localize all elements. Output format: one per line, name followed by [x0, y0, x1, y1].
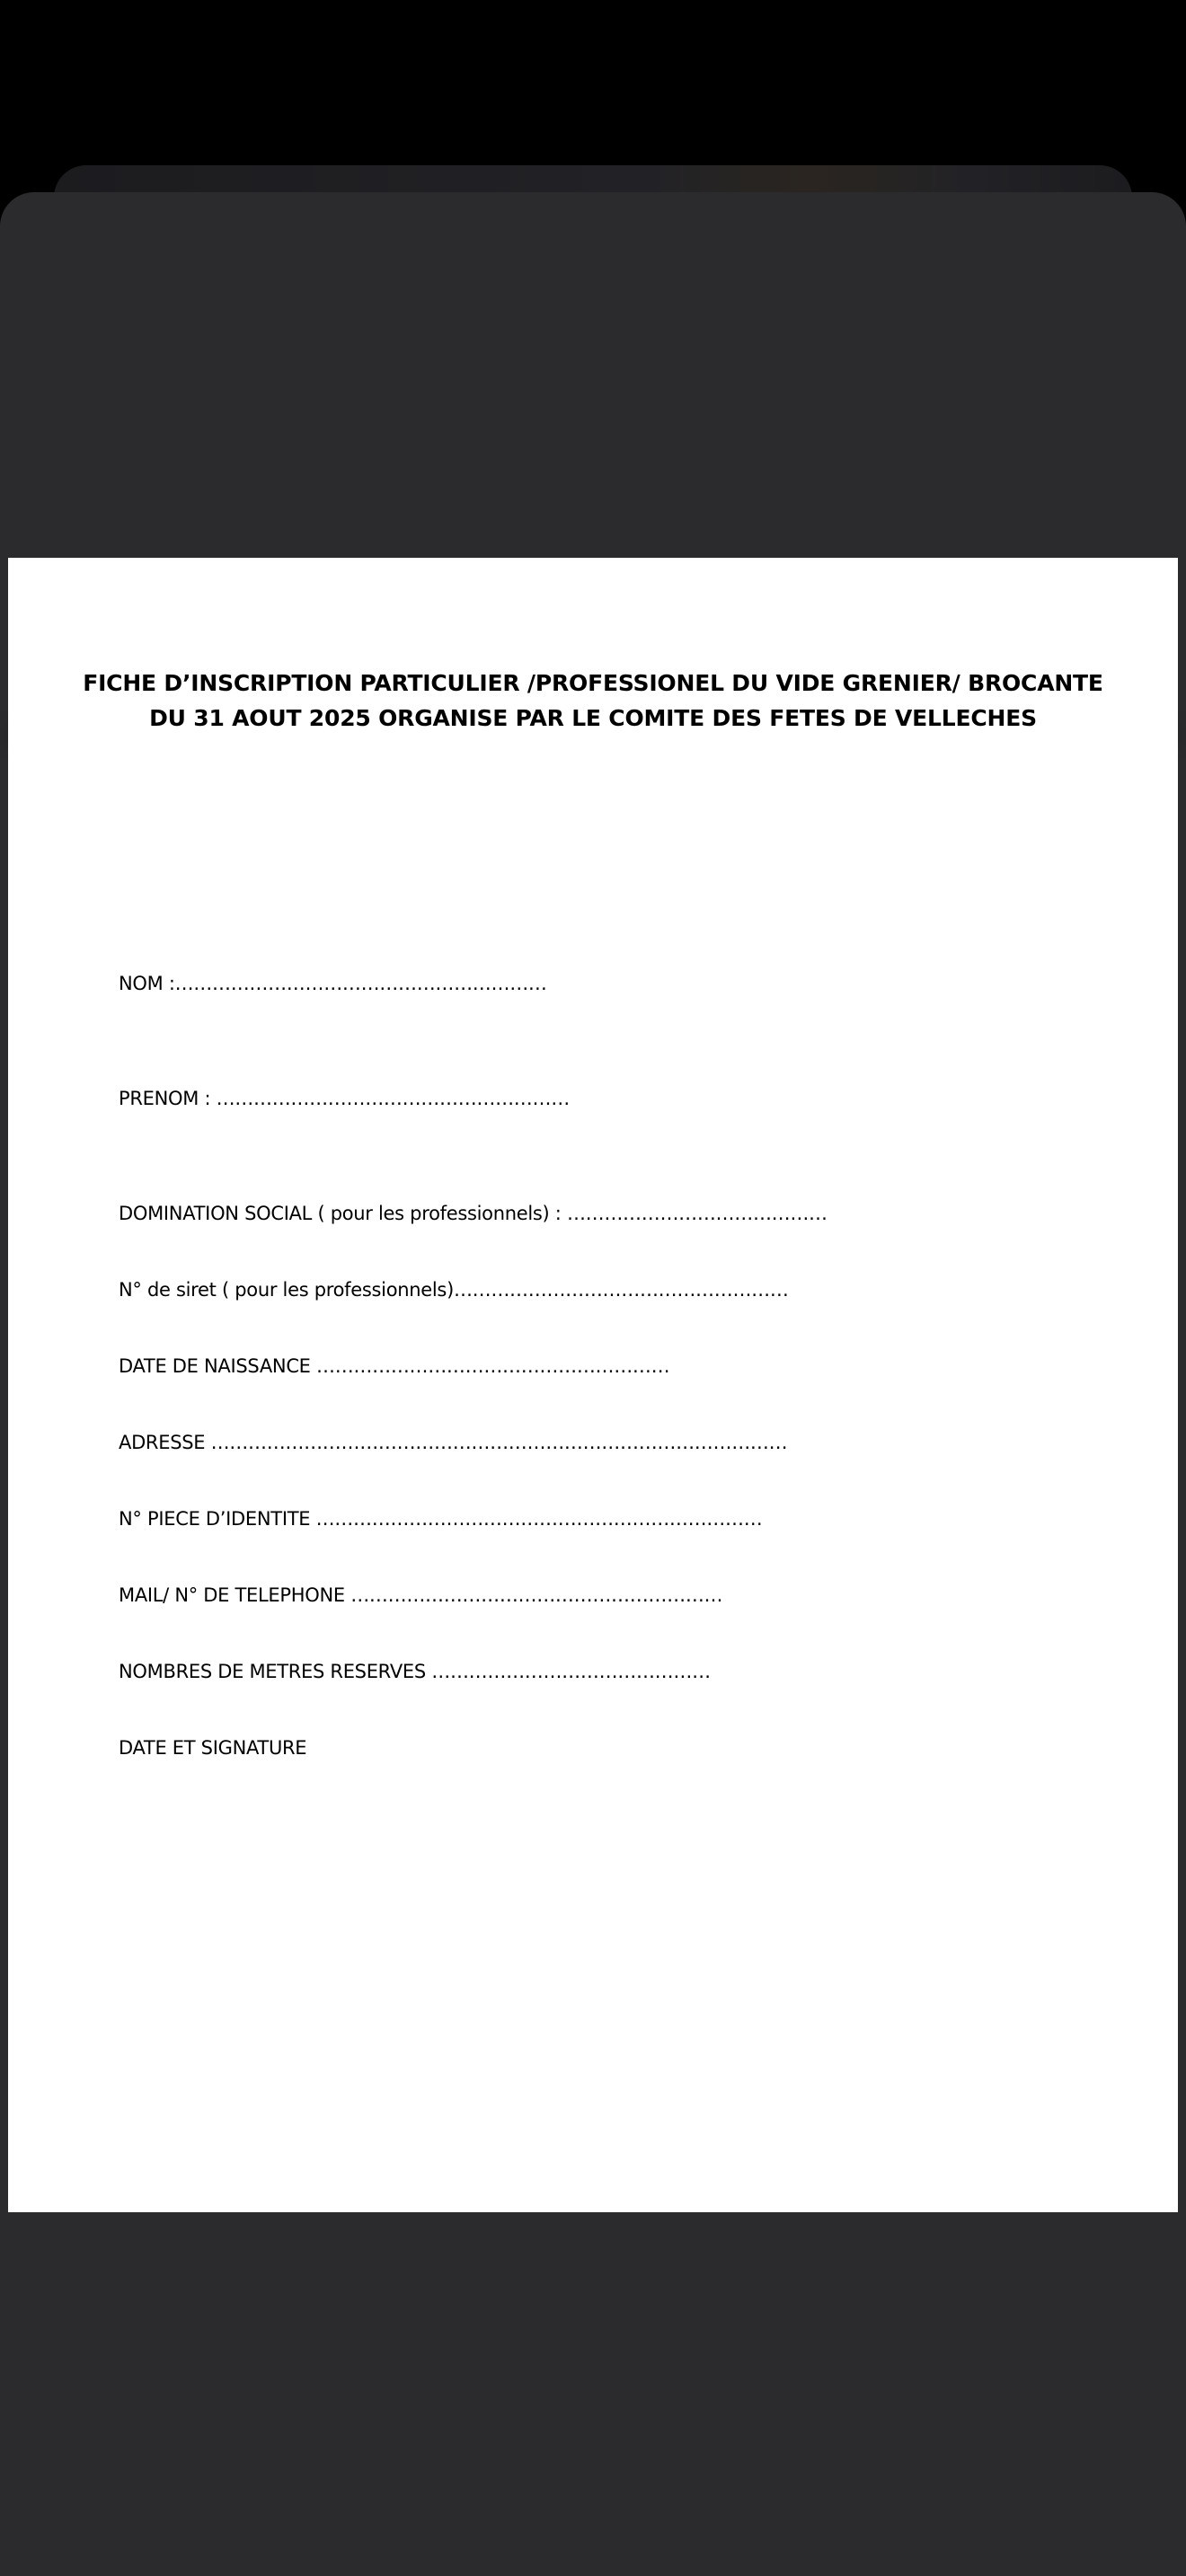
field-date-de-naissance: DATE DE NAISSANCE …………………………………………………: [119, 1355, 670, 1377]
document-title-line-2: DU 31 AOUT 2025 ORGANISE PAR LE COMITE DES FETES DE VELLECHES: [149, 705, 1037, 731]
document-title: [8, 666, 1178, 736]
field-mail-telephone: MAIL/ N° DE TELEPHONE ……………………………………………………: [119, 1584, 723, 1606]
document-page[interactable]: [8, 558, 1178, 2212]
field-adresse: ADRESSE …………………………………………………………………………………: [119, 1432, 788, 1453]
field-domination-social: DOMINATION SOCIAL ( pour les professionnels) : ……………………………………: [119, 1203, 828, 1224]
field-siret: N° de siret ( pour les professionnels)………………………………………………: [119, 1279, 789, 1301]
field-piece-identite: N° PIECE D’IDENTITE ………………………………………………………………: [119, 1508, 763, 1530]
field-nom: NOM :……………………………………………………: [119, 973, 547, 994]
field-prenom: PRENOM : …………………………………………………: [119, 1088, 570, 1109]
document-title-line-1: FICHE D’INSCRIPTION PARTICULIER /PROFESSIONEL DU VIDE GRENIER/ BROCANTE: [83, 670, 1103, 696]
field-metres-reserves: NOMBRES DE METRES RESERVES ………………………………………: [119, 1661, 711, 1682]
field-date-signature: DATE ET SIGNATURE: [119, 1737, 307, 1759]
